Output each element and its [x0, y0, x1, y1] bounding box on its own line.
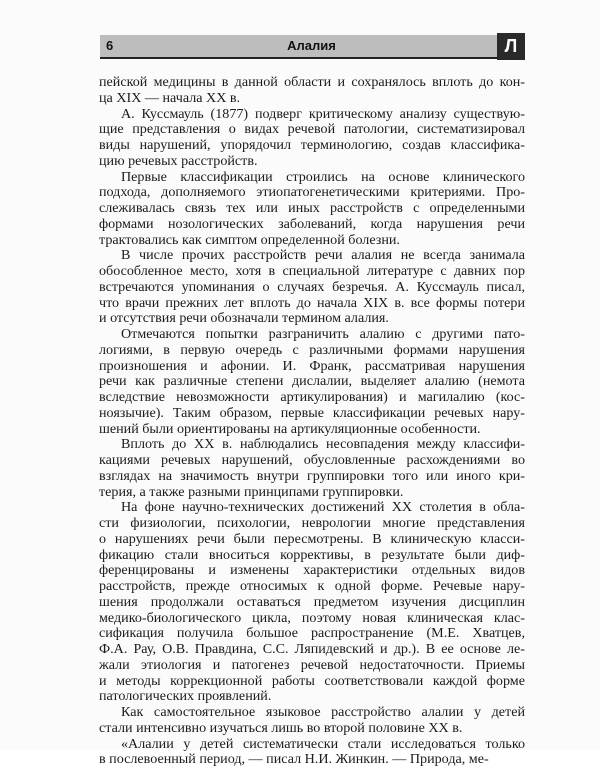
text-line: А. Куссмауль (1877) подверг критическому анализу существую- — [99, 107, 525, 123]
text-line: Как самостоятельное языковое расстройство алалии у детей — [99, 705, 525, 721]
paragraph — [99, 705, 525, 737]
text-line: На фоне научно-технических достижений XX столетия в обла- — [99, 500, 525, 516]
chapter-title: Алалия — [100, 38, 523, 53]
text-line: и методы коррекционной работы соответствовали каждой форме — [99, 674, 525, 690]
text-line: расстройств, прежде относимых к одной форме. Речевые нару- — [99, 579, 525, 595]
text-line: и отсутствия речи обозначали термином алалия. — [99, 311, 525, 327]
text-line: В числе прочих расстройств речи алалия не всегда занимала — [99, 248, 525, 264]
text-line: шения продолжали оставаться предметом изучения дисциплин — [99, 595, 525, 611]
text-line: Ф.А. Рау, О.В. Правдина, С.С. Ляпидевский и др.). В ее основе ле- — [99, 642, 525, 658]
text-line: «Алалии у детей систематически стали исследоваться только — [99, 737, 525, 753]
text-line: о нарушениях речи были пересмотрены. В клиническую класси- — [99, 532, 525, 548]
text-line: кациями речевых нарушений, обусловленные расхождениями во — [99, 453, 525, 469]
text-line: пейской медицины в данной области и сохранялось вплоть до кон- — [99, 75, 525, 91]
paragraph — [99, 248, 525, 327]
text-line: фикацию стали вноситься коррективы, в результате были диф- — [99, 548, 525, 564]
text-line: ноязычие). Таким образом, первые классификации речевых нару- — [99, 406, 525, 422]
text-line: что врачи прежних лет вплоть до начала XIX в. все формы потери — [99, 296, 525, 312]
paragraph — [99, 737, 525, 768]
text-line: сификация получила большое распространение (М.Е. Хватцев, — [99, 626, 525, 642]
text-line: произношения и афонии. И. Франк, рассматривая нарушения — [99, 359, 525, 375]
text-line: жали этиология и патогенез речевой недостаточности. Приемы — [99, 658, 525, 674]
text-line: медико-биологического цикла, поэтому новая клиническая клас- — [99, 611, 525, 627]
text-line: цию речевых расстройств. — [99, 154, 525, 170]
paragraph — [99, 170, 525, 249]
text-line: логиями, в первую очередь с различными формами нарушения — [99, 343, 525, 359]
text-line: Отмечаются попытки разграничить алалию с другими пато- — [99, 327, 525, 343]
text-line: виды нарушений, упорядочил терминологию, создав классифика- — [99, 138, 525, 154]
text-line: в послевоенный период, — писал Н.И. Жинкин. — Природа, ме- — [99, 752, 525, 768]
text-line: патологических проявлений. — [99, 689, 525, 705]
paragraph — [99, 327, 525, 437]
text-line: обособленное место, хотя в специальной литературе с давних пор — [99, 264, 525, 280]
text-line: шений были ориентированы на артикуляционные особенности. — [99, 422, 525, 438]
text-line: терия, а также разными принципами группировки. — [99, 485, 525, 501]
page-number: 6 — [106, 38, 113, 53]
text-line: слеживалась связь тех или иных расстройств с определенными — [99, 201, 525, 217]
text-line: Первые классификации строились на основе клинического — [99, 170, 525, 186]
text-line: ца XIX — начала XX в. — [99, 91, 525, 107]
text-line: сти физиологии, психологии, неврологии многие представления — [99, 516, 525, 532]
paragraph — [99, 500, 525, 705]
paragraph — [99, 75, 525, 107]
body-text — [99, 75, 525, 768]
text-line: Вплоть до XX в. наблюдались несовпадения между классифи- — [99, 437, 525, 453]
text-line: ференцированы и изменены характеристики отдельных видов — [99, 563, 525, 579]
running-header — [100, 34, 523, 58]
text-line: подхода, дополняемого этиопатогенетическими критериями. Про- — [99, 185, 525, 201]
text-line: щие представления о видах речевой патологии, систематизировал — [99, 122, 525, 138]
section-letter-tab: Л — [497, 33, 525, 60]
text-line: речи как различные степени дислалии, выделяет алалию (немота — [99, 374, 525, 390]
text-line: взглядах на значимость внутри группировки того или иного кри- — [99, 469, 525, 485]
text-line: формами нозологических заболеваний, когда нарушения речи — [99, 217, 525, 233]
paragraph — [99, 437, 525, 500]
paragraph — [99, 107, 525, 170]
text-line: трактовались как симптом определенной болезни. — [99, 233, 525, 249]
header-rule — [100, 57, 523, 59]
text-line: встречаются упоминания о случаях безречья. А. Куссмауль писал, — [99, 280, 525, 296]
text-line: вследствие невозможности артикулирования) и магилалию (кос- — [99, 390, 525, 406]
text-line: стали интенсивно изучаться лишь во второй половине XX в. — [99, 721, 525, 737]
